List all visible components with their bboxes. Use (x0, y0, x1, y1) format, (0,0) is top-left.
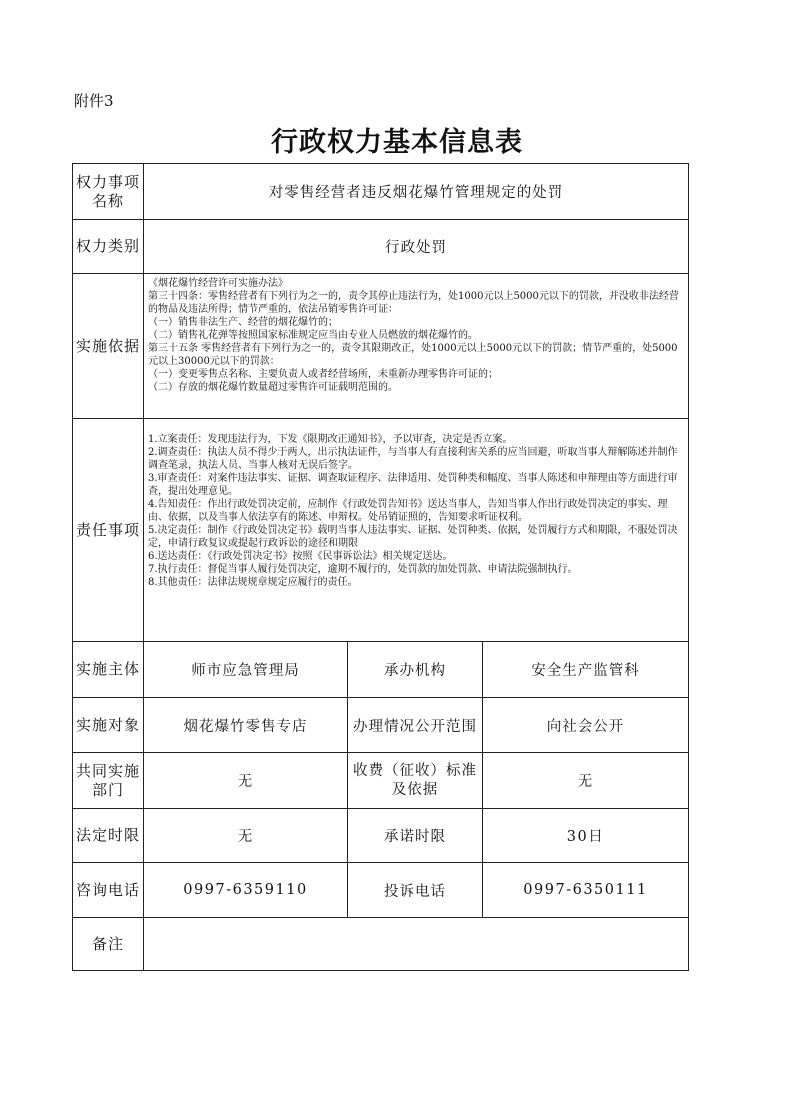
subject-label: 实施主体 (73, 642, 144, 698)
duty-line: 4.告知责任：作出行政处罚决定前，应制作《行政处罚告知书》送达当事人，告知当事人作出行政处罚决定的事实、理由、依据，以及当事人依法享有的陈述、申辩权。处吊销证照的，告知要求听证权利。 (148, 499, 668, 523)
basis-line: （一）销售非法生产、经营的烟花爆竹的； (148, 317, 338, 328)
row-phone (73, 863, 689, 918)
duty-line: 6.送达责任：《行政处罚决定书》按照《民事诉讼法》相关规定送达。 (148, 551, 453, 562)
legal-time-limit-value: 无 (144, 809, 348, 863)
duty-line: 3.审查责任：对案件违法事实、证据、调查取证程序、法律适用、处罚种类和幅度、当事人陈述和申辩理由等方面进行审查，提出处理意见。 (148, 473, 678, 497)
row-remarks (73, 918, 689, 971)
basis-line: （二）销售礼花弹等按照国家标准规定应当由专业人员燃放的烟花爆竹的。 (148, 330, 478, 341)
label-line: 收费（征收）标准 (353, 762, 477, 779)
row-basis (73, 274, 689, 419)
complaint-phone-value: 0997-6350111 (483, 863, 689, 918)
power-info-table (72, 163, 689, 971)
remarks-value (144, 918, 689, 971)
duty-line: 8.其他责任：法律法规规章规定应履行的责任。 (148, 577, 358, 588)
target-label: 实施对象 (73, 698, 144, 753)
duties-text (144, 419, 689, 642)
basis-line: （二）存放的烟花爆竹数量超过零售许可证载明范围的。 (148, 382, 398, 393)
basis-label: 实施依据 (73, 274, 144, 419)
disclosure-scope-value: 向社会公开 (483, 698, 689, 753)
label-line: 权力事项 (75, 172, 140, 191)
label-line: 及依据 (391, 781, 439, 798)
basis-line: （一）变更零售点名称、主要负责人或者经营场所，未重新办理零售许可证的； (148, 369, 498, 380)
subject-value: 师市应急管理局 (144, 642, 348, 698)
page-title: 行政权力基本信息表 (271, 127, 523, 158)
promised-time-limit-value: 30日 (483, 809, 689, 863)
duty-line: 2.调查责任：执法人员不得少于两人，出示执法证件，与当事人有直接利害关系的应当回避，听取当事人辩解陈述并制作调查笔录，执法人员、当事人核对无误后签字。 (148, 447, 678, 471)
label-line: 共同实施 (75, 761, 140, 780)
complaint-phone-label: 投诉电话 (348, 863, 483, 918)
basis-text (144, 274, 689, 419)
handling-agency-label: 承办机构 (348, 642, 483, 698)
joint-dept-label (73, 753, 144, 809)
power-type-label: 权力类别 (73, 220, 144, 274)
consult-phone-value: 0997-6359110 (144, 863, 348, 918)
fee-standard-value: 无 (483, 753, 689, 809)
row-subject (73, 642, 689, 698)
basis-line: 第三十五条 零售经营者有下列行为之一的，责令其限期改正，处1000元以上5000元以下的罚款；情节严重的，处5000元以上30000元以下的罚款： (148, 343, 678, 367)
handling-agency-value: 安全生产监管科 (483, 642, 689, 698)
remarks-label: 备注 (73, 918, 144, 971)
item-name-label (73, 164, 144, 220)
attachment-label: 附件3 (74, 92, 114, 110)
row-item-name (73, 164, 689, 220)
row-duties (73, 419, 689, 642)
disclosure-scope-label: 办理情况公开范围 (348, 698, 483, 753)
promised-time-limit-label: 承诺时限 (348, 809, 483, 863)
label-line: 名称 (91, 191, 124, 210)
row-joint (73, 753, 689, 809)
duties-label: 责任事项 (73, 419, 144, 642)
basis-line: 《烟花爆竹经营许可实施办法》 (148, 278, 288, 289)
target-value: 烟花爆竹零售专店 (144, 698, 348, 753)
duty-line: 1.立案责任：发现违法行为，下发《限期改正通知书》，予以审查，决定是否立案。 (148, 434, 513, 445)
duty-line: 7.执行责任：督促当事人履行处罚决定，逾期不履行的，处罚款的加处罚款、申请法院强制执行。 (148, 564, 578, 575)
item-name-value: 对零售经营者违反烟花爆竹管理规定的处罚 (144, 164, 689, 220)
row-time-limit (73, 809, 689, 863)
duty-line: 5.决定责任：制作《行政处罚决定书》载明当事人违法事实、证据、处罚种类、依据，处罚履行方式和期限，不服处罚决定，申请行政复议或提起行政诉讼的途径和期限 (148, 525, 678, 549)
row-target (73, 698, 689, 753)
row-power-type (73, 220, 689, 274)
joint-dept-value: 无 (144, 753, 348, 809)
legal-time-limit-label: 法定时限 (73, 809, 144, 863)
basis-line: 第三十四条：零售经营者有下列行为之一的，责令其停止违法行为，处1000元以上5000元以下的罚款，并没收非法经营的物品及违法所得；情节严重的，依法吊销零售许可证： (148, 291, 679, 315)
consult-phone-label: 咨询电话 (73, 863, 144, 918)
fee-standard-label (348, 753, 483, 809)
label-line: 部门 (91, 780, 124, 799)
power-type-value: 行政处罚 (144, 220, 689, 274)
